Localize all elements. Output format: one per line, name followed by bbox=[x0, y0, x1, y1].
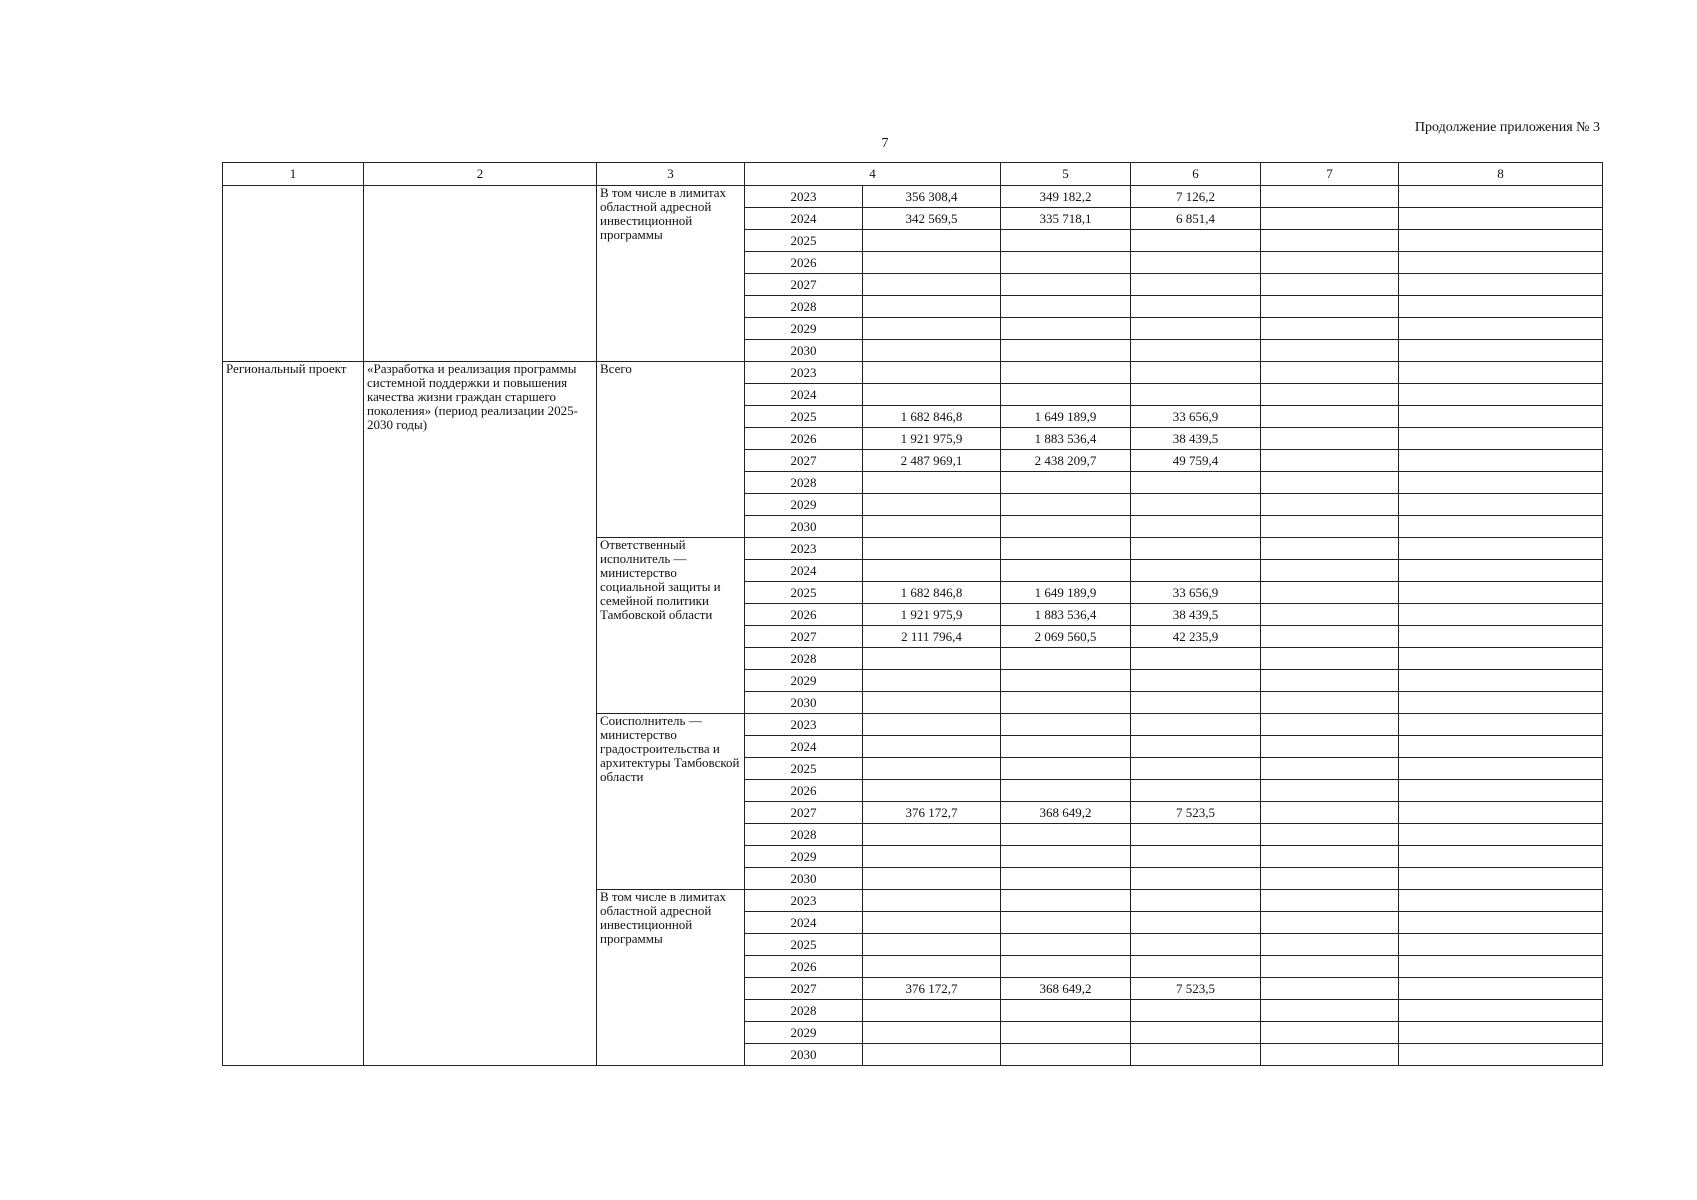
year-cell: 2029 bbox=[745, 670, 863, 692]
total-cell bbox=[863, 516, 1001, 538]
column-8-cell bbox=[1399, 428, 1603, 450]
column-8-cell bbox=[1399, 692, 1603, 714]
total-cell bbox=[863, 1000, 1001, 1022]
column-5-cell: 335 718,1 bbox=[1001, 208, 1131, 230]
column-5-cell bbox=[1001, 252, 1131, 274]
column-7-cell bbox=[1261, 274, 1399, 296]
column-5-cell: 1 883 536,4 bbox=[1001, 604, 1131, 626]
column-7-cell bbox=[1261, 978, 1399, 1000]
total-cell bbox=[863, 736, 1001, 758]
column-8-cell bbox=[1399, 208, 1603, 230]
total-cell bbox=[863, 846, 1001, 868]
year-cell: 2029 bbox=[745, 1022, 863, 1044]
column-6-cell bbox=[1131, 296, 1261, 318]
year-cell: 2029 bbox=[745, 846, 863, 868]
column-8-cell bbox=[1399, 736, 1603, 758]
column-7-cell bbox=[1261, 538, 1399, 560]
column-7-cell bbox=[1261, 208, 1399, 230]
column-7-cell bbox=[1261, 1022, 1399, 1044]
column-7-cell bbox=[1261, 670, 1399, 692]
column-6-cell bbox=[1131, 868, 1261, 890]
year-cell: 2027 bbox=[745, 274, 863, 296]
total-cell bbox=[863, 274, 1001, 296]
project-type-cell bbox=[223, 186, 364, 362]
column-6-cell bbox=[1131, 736, 1261, 758]
column-number: 5 bbox=[1001, 163, 1131, 186]
column-8-cell bbox=[1399, 978, 1603, 1000]
column-5-cell bbox=[1001, 736, 1131, 758]
column-6-cell: 42 235,9 bbox=[1131, 626, 1261, 648]
table-row bbox=[223, 186, 1603, 208]
column-5-cell bbox=[1001, 846, 1131, 868]
column-5-cell: 1 649 189,9 bbox=[1001, 582, 1131, 604]
total-cell: 356 308,4 bbox=[863, 186, 1001, 208]
year-cell: 2025 bbox=[745, 758, 863, 780]
column-7-cell bbox=[1261, 384, 1399, 406]
column-5-cell bbox=[1001, 274, 1131, 296]
year-cell: 2024 bbox=[745, 208, 863, 230]
column-5-cell bbox=[1001, 1022, 1131, 1044]
total-cell bbox=[863, 670, 1001, 692]
column-7-cell bbox=[1261, 736, 1399, 758]
column-5-cell bbox=[1001, 362, 1131, 384]
column-5-cell: 1 883 536,4 bbox=[1001, 428, 1131, 450]
column-5-cell bbox=[1001, 934, 1131, 956]
funding-source-cell: В том числе в лимитах областной адресной инвестиционной программы bbox=[597, 186, 745, 362]
column-number: 3 bbox=[597, 163, 745, 186]
column-6-cell bbox=[1131, 934, 1261, 956]
column-7-cell bbox=[1261, 934, 1399, 956]
column-7-cell bbox=[1261, 406, 1399, 428]
column-6-cell: 7 523,5 bbox=[1131, 978, 1261, 1000]
year-cell: 2029 bbox=[745, 494, 863, 516]
column-6-cell bbox=[1131, 274, 1261, 296]
column-6-cell bbox=[1131, 1044, 1261, 1066]
column-5-cell bbox=[1001, 318, 1131, 340]
year-cell: 2025 bbox=[745, 934, 863, 956]
column-7-cell bbox=[1261, 362, 1399, 384]
column-7-cell bbox=[1261, 1044, 1399, 1066]
column-8-cell bbox=[1399, 758, 1603, 780]
column-5-cell bbox=[1001, 692, 1131, 714]
column-number: 1 bbox=[223, 163, 364, 186]
column-6-cell bbox=[1131, 758, 1261, 780]
column-5-cell: 368 649,2 bbox=[1001, 802, 1131, 824]
year-cell: 2028 bbox=[745, 1000, 863, 1022]
total-cell: 1 682 846,8 bbox=[863, 582, 1001, 604]
year-cell: 2028 bbox=[745, 472, 863, 494]
column-8-cell bbox=[1399, 516, 1603, 538]
total-cell: 1 921 975,9 bbox=[863, 604, 1001, 626]
column-8-cell bbox=[1399, 890, 1603, 912]
year-cell: 2023 bbox=[745, 538, 863, 560]
year-cell: 2024 bbox=[745, 736, 863, 758]
year-cell: 2029 bbox=[745, 318, 863, 340]
total-cell bbox=[863, 890, 1001, 912]
budget-table bbox=[222, 162, 1603, 1066]
column-7-cell bbox=[1261, 1000, 1399, 1022]
column-6-cell: 49 759,4 bbox=[1131, 450, 1261, 472]
column-6-cell bbox=[1131, 670, 1261, 692]
column-5-cell bbox=[1001, 560, 1131, 582]
column-5-cell: 2 438 209,7 bbox=[1001, 450, 1131, 472]
column-8-cell bbox=[1399, 648, 1603, 670]
column-7-cell bbox=[1261, 912, 1399, 934]
year-cell: 2026 bbox=[745, 604, 863, 626]
year-cell: 2023 bbox=[745, 890, 863, 912]
funding-source-cell: Ответственный исполнитель — министерство социальной защиты и семейной политики Тамбовской области bbox=[597, 538, 745, 714]
column-6-cell bbox=[1131, 252, 1261, 274]
column-7-cell bbox=[1261, 802, 1399, 824]
total-cell bbox=[863, 868, 1001, 890]
column-8-cell bbox=[1399, 670, 1603, 692]
column-5-cell bbox=[1001, 758, 1131, 780]
year-cell: 2024 bbox=[745, 912, 863, 934]
column-8-cell bbox=[1399, 582, 1603, 604]
column-6-cell bbox=[1131, 538, 1261, 560]
column-7-cell bbox=[1261, 186, 1399, 208]
total-cell bbox=[863, 538, 1001, 560]
column-5-cell bbox=[1001, 494, 1131, 516]
column-5-cell bbox=[1001, 780, 1131, 802]
column-6-cell bbox=[1131, 912, 1261, 934]
year-cell: 2024 bbox=[745, 384, 863, 406]
column-5-cell: 1 649 189,9 bbox=[1001, 406, 1131, 428]
year-cell: 2026 bbox=[745, 956, 863, 978]
column-5-cell bbox=[1001, 384, 1131, 406]
column-5-cell bbox=[1001, 956, 1131, 978]
column-8-cell bbox=[1399, 846, 1603, 868]
total-cell bbox=[863, 296, 1001, 318]
column-8-cell bbox=[1399, 406, 1603, 428]
year-cell: 2026 bbox=[745, 780, 863, 802]
column-8-cell bbox=[1399, 912, 1603, 934]
column-6-cell bbox=[1131, 780, 1261, 802]
column-6-cell bbox=[1131, 824, 1261, 846]
column-8-cell bbox=[1399, 1022, 1603, 1044]
year-cell: 2025 bbox=[745, 582, 863, 604]
column-6-cell: 7 126,2 bbox=[1131, 186, 1261, 208]
column-8-cell bbox=[1399, 956, 1603, 978]
page-number: 7 bbox=[881, 136, 889, 151]
total-cell bbox=[863, 252, 1001, 274]
total-cell bbox=[863, 472, 1001, 494]
year-cell: 2028 bbox=[745, 296, 863, 318]
column-8-cell bbox=[1399, 340, 1603, 362]
column-8-cell bbox=[1399, 494, 1603, 516]
year-cell: 2028 bbox=[745, 824, 863, 846]
total-cell bbox=[863, 780, 1001, 802]
year-cell: 2023 bbox=[745, 186, 863, 208]
column-5-cell bbox=[1001, 648, 1131, 670]
year-cell: 2030 bbox=[745, 692, 863, 714]
column-5-cell bbox=[1001, 824, 1131, 846]
column-6-cell: 38 439,5 bbox=[1131, 428, 1261, 450]
column-5-cell bbox=[1001, 868, 1131, 890]
column-6-cell bbox=[1131, 472, 1261, 494]
column-7-cell bbox=[1261, 516, 1399, 538]
column-8-cell bbox=[1399, 1044, 1603, 1066]
column-6-cell bbox=[1131, 494, 1261, 516]
column-7-cell bbox=[1261, 450, 1399, 472]
column-8-cell bbox=[1399, 868, 1603, 890]
year-cell: 2030 bbox=[745, 340, 863, 362]
column-5-cell bbox=[1001, 912, 1131, 934]
column-8-cell bbox=[1399, 186, 1603, 208]
column-7-cell bbox=[1261, 582, 1399, 604]
column-number: 2 bbox=[364, 163, 597, 186]
year-cell: 2027 bbox=[745, 626, 863, 648]
project-name-cell bbox=[364, 186, 597, 362]
funding-source-cell: В том числе в лимитах областной адресной инвестиционной программы bbox=[597, 890, 745, 1066]
column-8-cell bbox=[1399, 296, 1603, 318]
total-cell bbox=[863, 912, 1001, 934]
year-cell: 2024 bbox=[745, 560, 863, 582]
column-5-cell bbox=[1001, 472, 1131, 494]
total-cell bbox=[863, 692, 1001, 714]
column-6-cell: 38 439,5 bbox=[1131, 604, 1261, 626]
column-5-cell bbox=[1001, 296, 1131, 318]
column-8-cell bbox=[1399, 274, 1603, 296]
column-8-cell bbox=[1399, 450, 1603, 472]
column-5-cell bbox=[1001, 1044, 1131, 1066]
total-cell: 376 172,7 bbox=[863, 802, 1001, 824]
column-number: 7 bbox=[1261, 163, 1399, 186]
column-7-cell bbox=[1261, 648, 1399, 670]
project-name-cell: «Разработка и реализация программы системной поддержки и повышения качества жизни граждан старшего поколения» (период реализации 2025-2030 годы) bbox=[364, 362, 597, 1066]
column-5-cell: 2 069 560,5 bbox=[1001, 626, 1131, 648]
total-cell: 1 682 846,8 bbox=[863, 406, 1001, 428]
column-5-cell bbox=[1001, 670, 1131, 692]
project-type-cell: Региональный проект bbox=[223, 362, 364, 1066]
column-8-cell bbox=[1399, 472, 1603, 494]
column-7-cell bbox=[1261, 692, 1399, 714]
total-cell bbox=[863, 318, 1001, 340]
column-8-cell bbox=[1399, 714, 1603, 736]
column-6-cell bbox=[1131, 846, 1261, 868]
column-6-cell: 33 656,9 bbox=[1131, 406, 1261, 428]
column-7-cell bbox=[1261, 494, 1399, 516]
column-8-cell bbox=[1399, 252, 1603, 274]
column-7-cell bbox=[1261, 230, 1399, 252]
total-cell: 2 487 969,1 bbox=[863, 450, 1001, 472]
total-cell bbox=[863, 384, 1001, 406]
column-7-cell bbox=[1261, 296, 1399, 318]
column-6-cell bbox=[1131, 1022, 1261, 1044]
total-cell bbox=[863, 758, 1001, 780]
column-6-cell bbox=[1131, 340, 1261, 362]
column-5-cell bbox=[1001, 340, 1131, 362]
total-cell bbox=[863, 648, 1001, 670]
column-5-cell bbox=[1001, 890, 1131, 912]
total-cell bbox=[863, 956, 1001, 978]
total-cell: 2 111 796,4 bbox=[863, 626, 1001, 648]
column-8-cell bbox=[1399, 802, 1603, 824]
total-cell bbox=[863, 494, 1001, 516]
column-6-cell bbox=[1131, 1000, 1261, 1022]
column-8-cell bbox=[1399, 780, 1603, 802]
funding-source-cell: Соисполнитель — министерство градостроительства и архитектуры Тамбовской области bbox=[597, 714, 745, 890]
column-6-cell: 33 656,9 bbox=[1131, 582, 1261, 604]
table-body bbox=[223, 186, 1603, 1066]
year-cell: 2028 bbox=[745, 648, 863, 670]
column-6-cell bbox=[1131, 648, 1261, 670]
column-6-cell bbox=[1131, 384, 1261, 406]
column-6-cell bbox=[1131, 692, 1261, 714]
funding-source-cell: Всего bbox=[597, 362, 745, 538]
column-6-cell: 7 523,5 bbox=[1131, 802, 1261, 824]
total-cell bbox=[863, 1044, 1001, 1066]
appendix-continuation-note: Продолжение приложения № 3 bbox=[1414, 120, 1600, 135]
column-7-cell bbox=[1261, 956, 1399, 978]
year-cell: 2030 bbox=[745, 868, 863, 890]
column-5-cell: 368 649,2 bbox=[1001, 978, 1131, 1000]
column-7-cell bbox=[1261, 428, 1399, 450]
year-cell: 2027 bbox=[745, 978, 863, 1000]
column-8-cell bbox=[1399, 626, 1603, 648]
year-cell: 2023 bbox=[745, 362, 863, 384]
column-6-cell bbox=[1131, 714, 1261, 736]
column-7-cell bbox=[1261, 846, 1399, 868]
column-number-row bbox=[223, 163, 1603, 186]
column-7-cell bbox=[1261, 868, 1399, 890]
total-cell: 376 172,7 bbox=[863, 978, 1001, 1000]
year-cell: 2027 bbox=[745, 450, 863, 472]
total-cell bbox=[863, 714, 1001, 736]
column-8-cell bbox=[1399, 824, 1603, 846]
year-cell: 2030 bbox=[745, 516, 863, 538]
total-cell bbox=[863, 1022, 1001, 1044]
column-6-cell bbox=[1131, 956, 1261, 978]
total-cell bbox=[863, 362, 1001, 384]
column-5-cell bbox=[1001, 1000, 1131, 1022]
year-cell: 2023 bbox=[745, 714, 863, 736]
column-7-cell bbox=[1261, 472, 1399, 494]
total-cell bbox=[863, 230, 1001, 252]
column-7-cell bbox=[1261, 780, 1399, 802]
column-7-cell bbox=[1261, 340, 1399, 362]
column-6-cell bbox=[1131, 516, 1261, 538]
column-6-cell bbox=[1131, 560, 1261, 582]
column-6-cell bbox=[1131, 318, 1261, 340]
column-8-cell bbox=[1399, 230, 1603, 252]
column-7-cell bbox=[1261, 604, 1399, 626]
year-cell: 2030 bbox=[745, 1044, 863, 1066]
total-cell: 342 569,5 bbox=[863, 208, 1001, 230]
column-number: 4 bbox=[745, 163, 1001, 186]
column-8-cell bbox=[1399, 538, 1603, 560]
column-8-cell bbox=[1399, 318, 1603, 340]
column-7-cell bbox=[1261, 714, 1399, 736]
column-7-cell bbox=[1261, 824, 1399, 846]
year-cell: 2025 bbox=[745, 406, 863, 428]
column-number: 8 bbox=[1399, 163, 1603, 186]
column-7-cell bbox=[1261, 758, 1399, 780]
table-row bbox=[223, 362, 1603, 384]
column-8-cell bbox=[1399, 934, 1603, 956]
total-cell bbox=[863, 824, 1001, 846]
column-number: 6 bbox=[1131, 163, 1261, 186]
column-6-cell: 6 851,4 bbox=[1131, 208, 1261, 230]
column-5-cell bbox=[1001, 516, 1131, 538]
column-7-cell bbox=[1261, 560, 1399, 582]
year-cell: 2027 bbox=[745, 802, 863, 824]
column-7-cell bbox=[1261, 890, 1399, 912]
column-5-cell bbox=[1001, 230, 1131, 252]
column-8-cell bbox=[1399, 384, 1603, 406]
column-7-cell bbox=[1261, 318, 1399, 340]
year-cell: 2026 bbox=[745, 252, 863, 274]
column-5-cell bbox=[1001, 538, 1131, 560]
total-cell bbox=[863, 340, 1001, 362]
column-7-cell bbox=[1261, 252, 1399, 274]
column-7-cell bbox=[1261, 626, 1399, 648]
column-8-cell bbox=[1399, 560, 1603, 582]
column-6-cell bbox=[1131, 362, 1261, 384]
year-cell: 2026 bbox=[745, 428, 863, 450]
column-8-cell bbox=[1399, 1000, 1603, 1022]
column-5-cell: 349 182,2 bbox=[1001, 186, 1131, 208]
year-cell: 2025 bbox=[745, 230, 863, 252]
total-cell: 1 921 975,9 bbox=[863, 428, 1001, 450]
column-6-cell bbox=[1131, 230, 1261, 252]
total-cell bbox=[863, 934, 1001, 956]
column-8-cell bbox=[1399, 604, 1603, 626]
column-8-cell bbox=[1399, 362, 1603, 384]
column-5-cell bbox=[1001, 714, 1131, 736]
total-cell bbox=[863, 560, 1001, 582]
column-6-cell bbox=[1131, 890, 1261, 912]
